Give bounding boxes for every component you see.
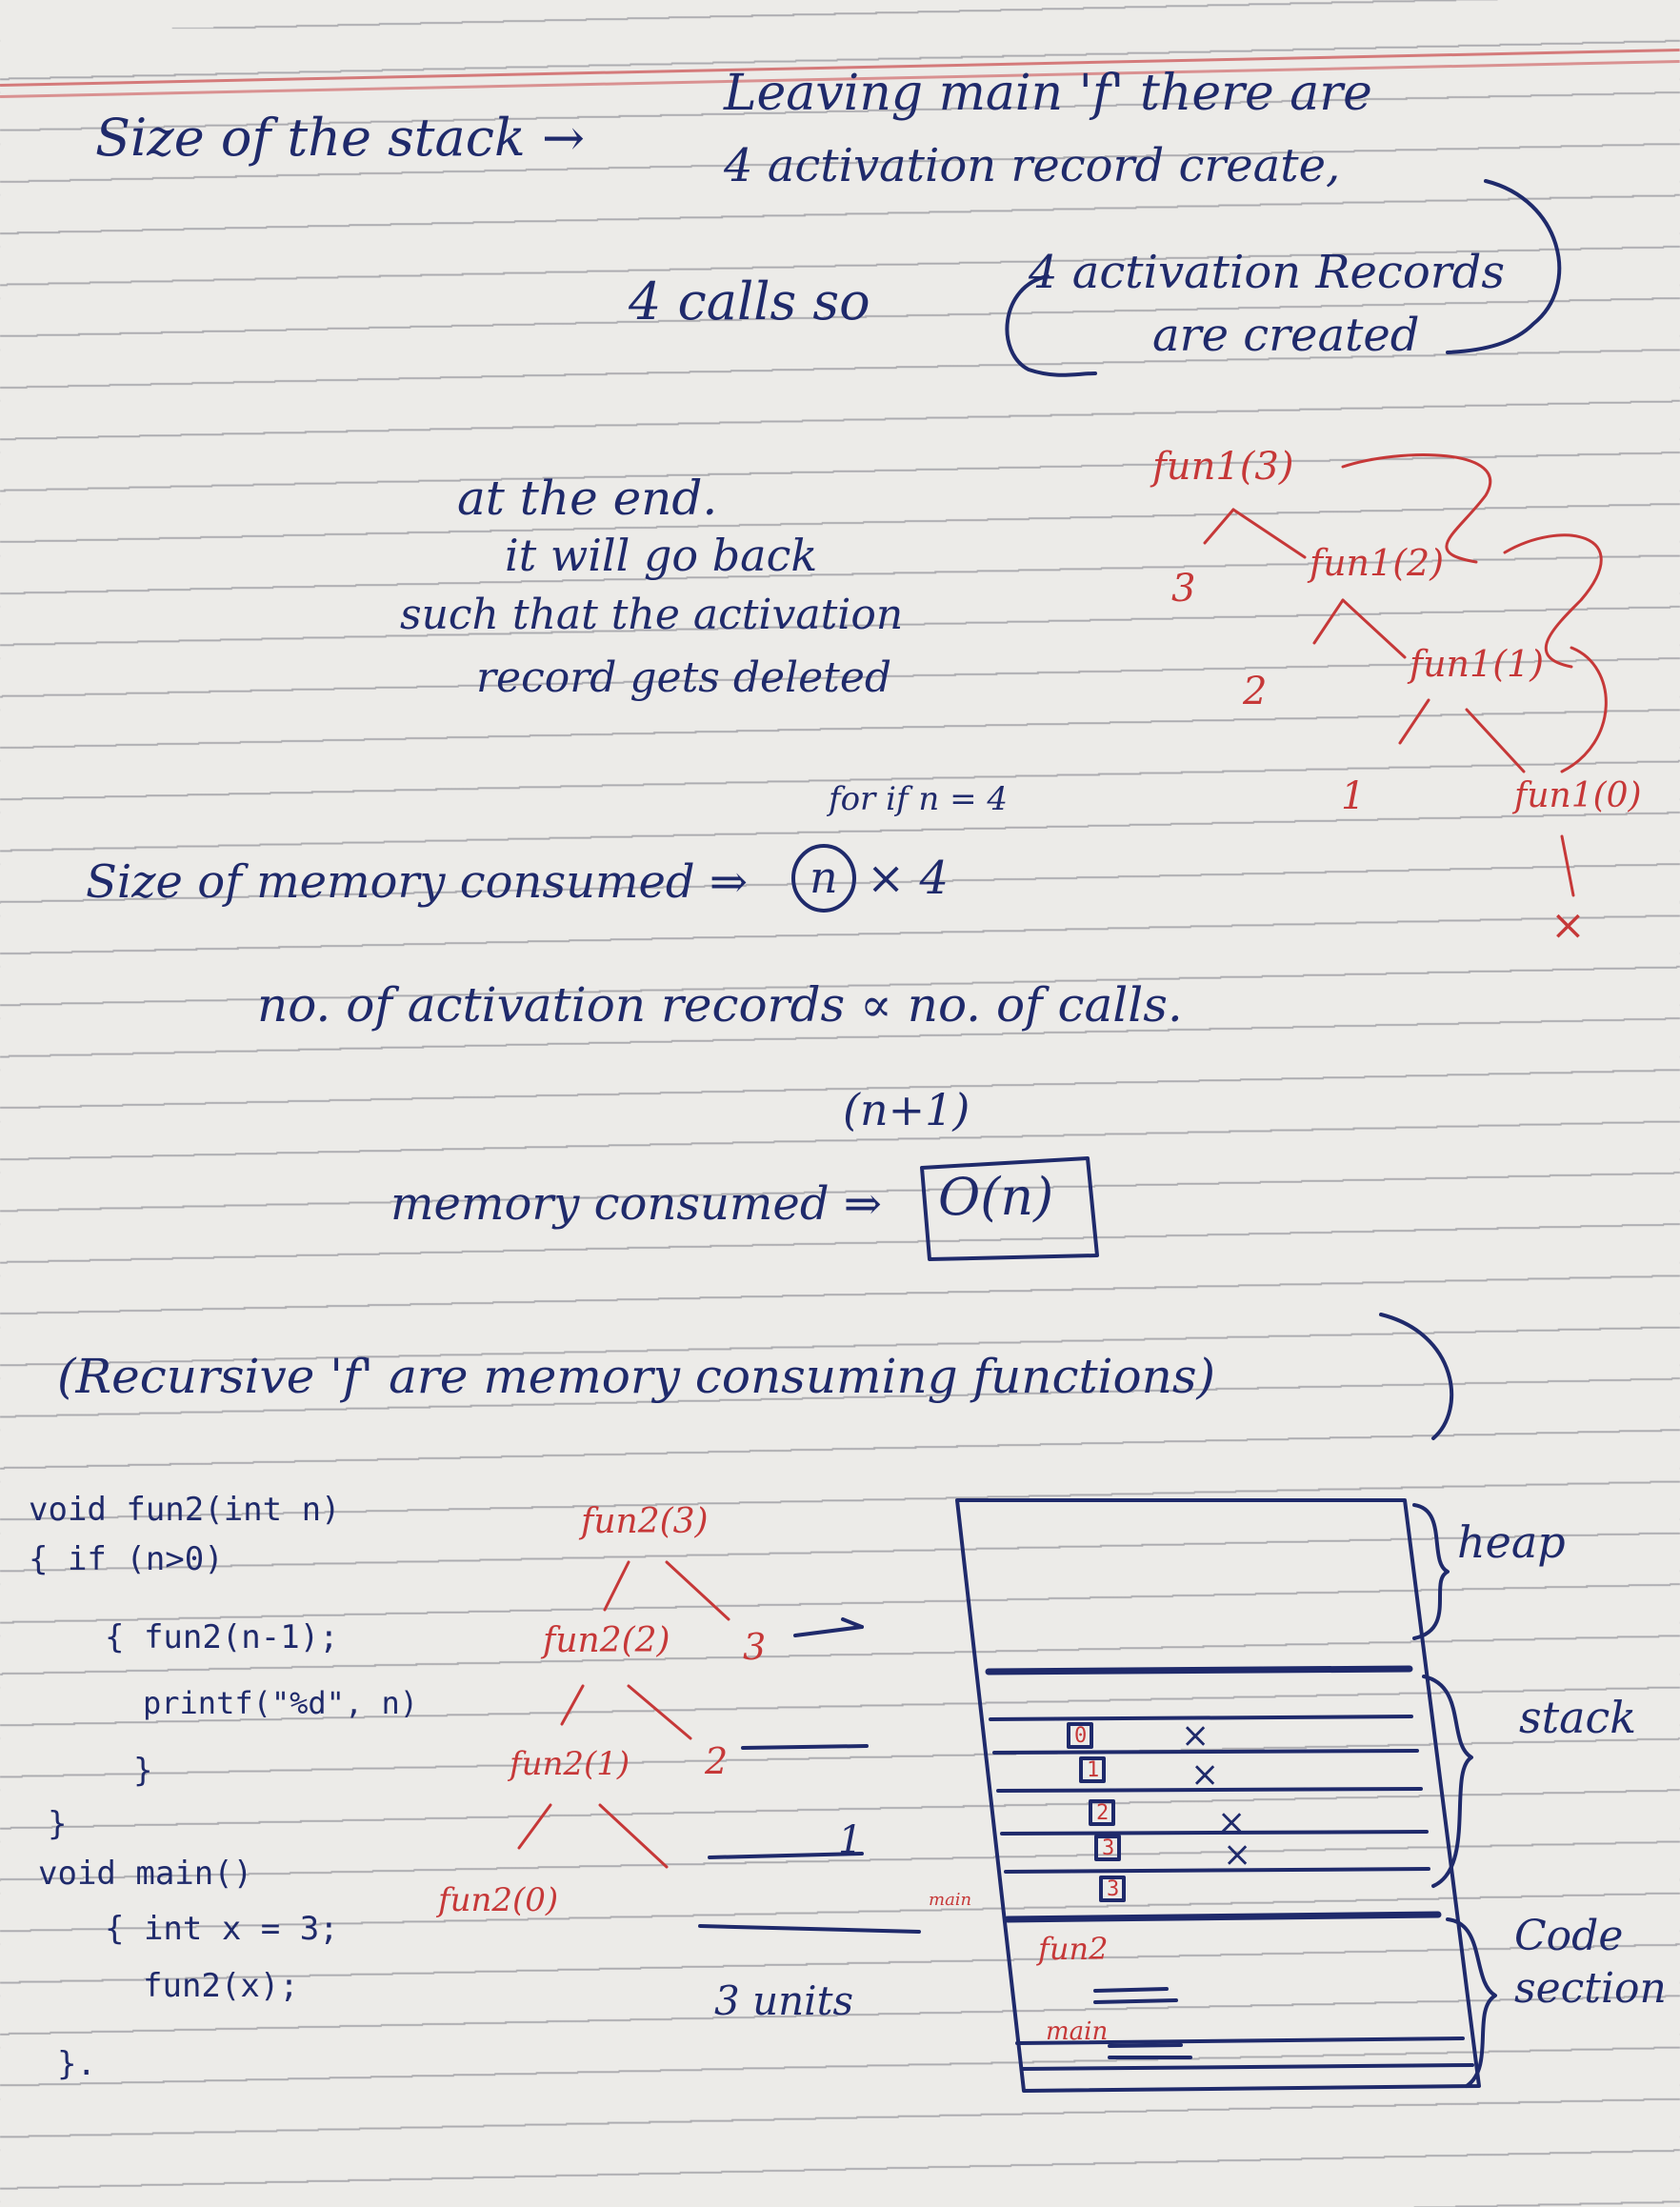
memory-size-n: n bbox=[810, 852, 838, 903]
records-line1: 4 activation Records bbox=[1029, 246, 1506, 299]
stack-label: stack bbox=[1519, 1692, 1637, 1743]
records-line2: are created bbox=[1152, 309, 1420, 362]
stack-row bbox=[994, 1751, 1417, 1753]
heap-label: heap bbox=[1457, 1516, 1566, 1568]
frame-box bbox=[1069, 1724, 1091, 1747]
frame-cross: × bbox=[1223, 1836, 1252, 1875]
code-label-fun2: fun2 bbox=[1038, 1931, 1109, 1967]
stack-size-line1: Leaving main 'f' there are bbox=[724, 65, 1372, 122]
tree1-end-mark: × bbox=[1550, 901, 1586, 950]
frame-cross: × bbox=[1217, 1803, 1247, 1842]
tree2-print: 3 bbox=[743, 1626, 767, 1668]
stack-frame: 1 bbox=[1087, 1758, 1100, 1782]
heap-stack-divider bbox=[989, 1669, 1410, 1672]
stack-row bbox=[1002, 1832, 1427, 1834]
print-line bbox=[700, 1926, 919, 1932]
code-row bbox=[1023, 2065, 1472, 2069]
tree2-edge bbox=[562, 1686, 583, 1724]
tree2-edge bbox=[519, 1805, 550, 1848]
tree1-print: 2 bbox=[1243, 670, 1268, 713]
end-line1: at the end. bbox=[457, 471, 718, 526]
end-line3: such that the activation bbox=[400, 591, 904, 639]
tree2-edge bbox=[629, 1686, 690, 1738]
stack-size-line2: 4 activation record create, bbox=[724, 139, 1341, 192]
tree1-edge bbox=[1314, 600, 1343, 643]
stack-size-title: Size of the stack → bbox=[95, 108, 586, 168]
tree2-edge bbox=[600, 1805, 667, 1867]
tree2-node: fun2(1) bbox=[510, 1745, 630, 1783]
code-scribble bbox=[1110, 2045, 1181, 2046]
tree2-edge bbox=[667, 1562, 729, 1619]
frame-cross: × bbox=[1190, 1756, 1220, 1795]
code-scribble bbox=[1095, 2000, 1176, 2002]
code-line: } bbox=[48, 1805, 68, 1843]
tree2-print: 2 bbox=[705, 1740, 729, 1782]
frame-cross: × bbox=[1181, 1716, 1210, 1756]
tree1-edge bbox=[1343, 600, 1405, 657]
code-scribble bbox=[1095, 1989, 1167, 1991]
memory-consumed-label: memory consumed ⇒ bbox=[390, 1177, 883, 1231]
big-o-box bbox=[922, 1158, 1097, 1259]
code-line: printf("%d", n) bbox=[143, 1685, 418, 1721]
code-line: { if (n>0) bbox=[29, 1540, 224, 1578]
frame-box bbox=[1101, 1877, 1124, 1900]
code-line: { int x = 3; bbox=[105, 1910, 339, 1948]
tree1-edge bbox=[1467, 710, 1524, 772]
frame-box bbox=[1090, 1801, 1113, 1824]
stack-frame: 2 bbox=[1096, 1801, 1110, 1825]
tree1-node: fun1(3) bbox=[1152, 445, 1294, 489]
tree1-print: 1 bbox=[1341, 774, 1366, 818]
n-circle bbox=[793, 846, 854, 911]
for-n-note: for if n = 4 bbox=[829, 780, 1009, 818]
calls-line: 4 calls so bbox=[629, 271, 870, 331]
code-section-label: Code section bbox=[1514, 1912, 1667, 2013]
end-line2: it will go back bbox=[505, 530, 818, 581]
memory-size-label: Size of memory consumed ⇒ bbox=[86, 855, 749, 909]
stack-row bbox=[1006, 1869, 1429, 1872]
tree1-node: fun1(1) bbox=[1410, 643, 1545, 685]
tree2-print: 1 bbox=[838, 1818, 863, 1862]
recursive-bracket bbox=[1381, 1314, 1451, 1438]
big-o-result: O(n) bbox=[938, 1167, 1054, 1227]
code-line: fun2(x); bbox=[143, 1967, 299, 2005]
tree2-edge bbox=[605, 1562, 629, 1610]
stack-code-divider bbox=[1008, 1915, 1438, 1919]
code-row bbox=[1017, 2038, 1463, 2043]
bracket-left bbox=[1007, 276, 1095, 375]
print-line bbox=[710, 1854, 862, 1857]
tree1-edge bbox=[1562, 836, 1573, 895]
print-arrow bbox=[843, 1619, 862, 1627]
stack-frame: 0 bbox=[1074, 1724, 1088, 1748]
stack-frame: 3 bbox=[1107, 1877, 1120, 1901]
code-line: }. bbox=[57, 2045, 96, 2083]
tree1-node: fun1(0) bbox=[1514, 776, 1642, 815]
tree1-print: 3 bbox=[1171, 567, 1196, 611]
tree1-edge bbox=[1205, 510, 1233, 543]
code-line: void fun2(int n) bbox=[29, 1491, 341, 1529]
return-loop bbox=[1505, 535, 1601, 667]
tree1-edge bbox=[1233, 510, 1305, 557]
main-stack-label: main bbox=[929, 1890, 972, 1910]
tree2-node: fun2(2) bbox=[543, 1621, 670, 1660]
return-loop bbox=[1343, 455, 1490, 562]
stack-row bbox=[998, 1789, 1421, 1791]
code-label-main: main bbox=[1046, 2017, 1109, 2046]
stack-frame: 3 bbox=[1102, 1836, 1115, 1860]
code-line: } bbox=[133, 1752, 153, 1790]
bracket-right bbox=[1448, 181, 1559, 352]
print-arrow bbox=[795, 1627, 862, 1635]
code-line: void main() bbox=[38, 1855, 253, 1893]
print-line bbox=[743, 1746, 867, 1748]
frame-box bbox=[1096, 1836, 1119, 1859]
tree1-edge bbox=[1400, 700, 1429, 743]
tree2-node: fun2(3) bbox=[581, 1502, 709, 1541]
frame-box bbox=[1081, 1758, 1104, 1781]
tree2-total: 3 units bbox=[714, 1977, 854, 2024]
tree1-node: fun1(2) bbox=[1310, 542, 1445, 584]
n-plus-1: (n+1) bbox=[843, 1084, 970, 1135]
memory-size-times: × 4 bbox=[867, 852, 950, 905]
memory-box bbox=[957, 1500, 1479, 2091]
end-line4: record gets deleted bbox=[476, 653, 892, 702]
recursive-note: (Recursive 'f' are memory consuming functions) bbox=[57, 1349, 1216, 1404]
tree2-node: fun2(0) bbox=[438, 1881, 559, 1919]
proportional-line: no. of activation records ∝ no. of calls. bbox=[257, 977, 1183, 1033]
code-brace bbox=[1448, 1919, 1495, 2086]
stack-row bbox=[990, 1716, 1411, 1719]
code-line: { fun2(n-1); bbox=[105, 1618, 339, 1656]
